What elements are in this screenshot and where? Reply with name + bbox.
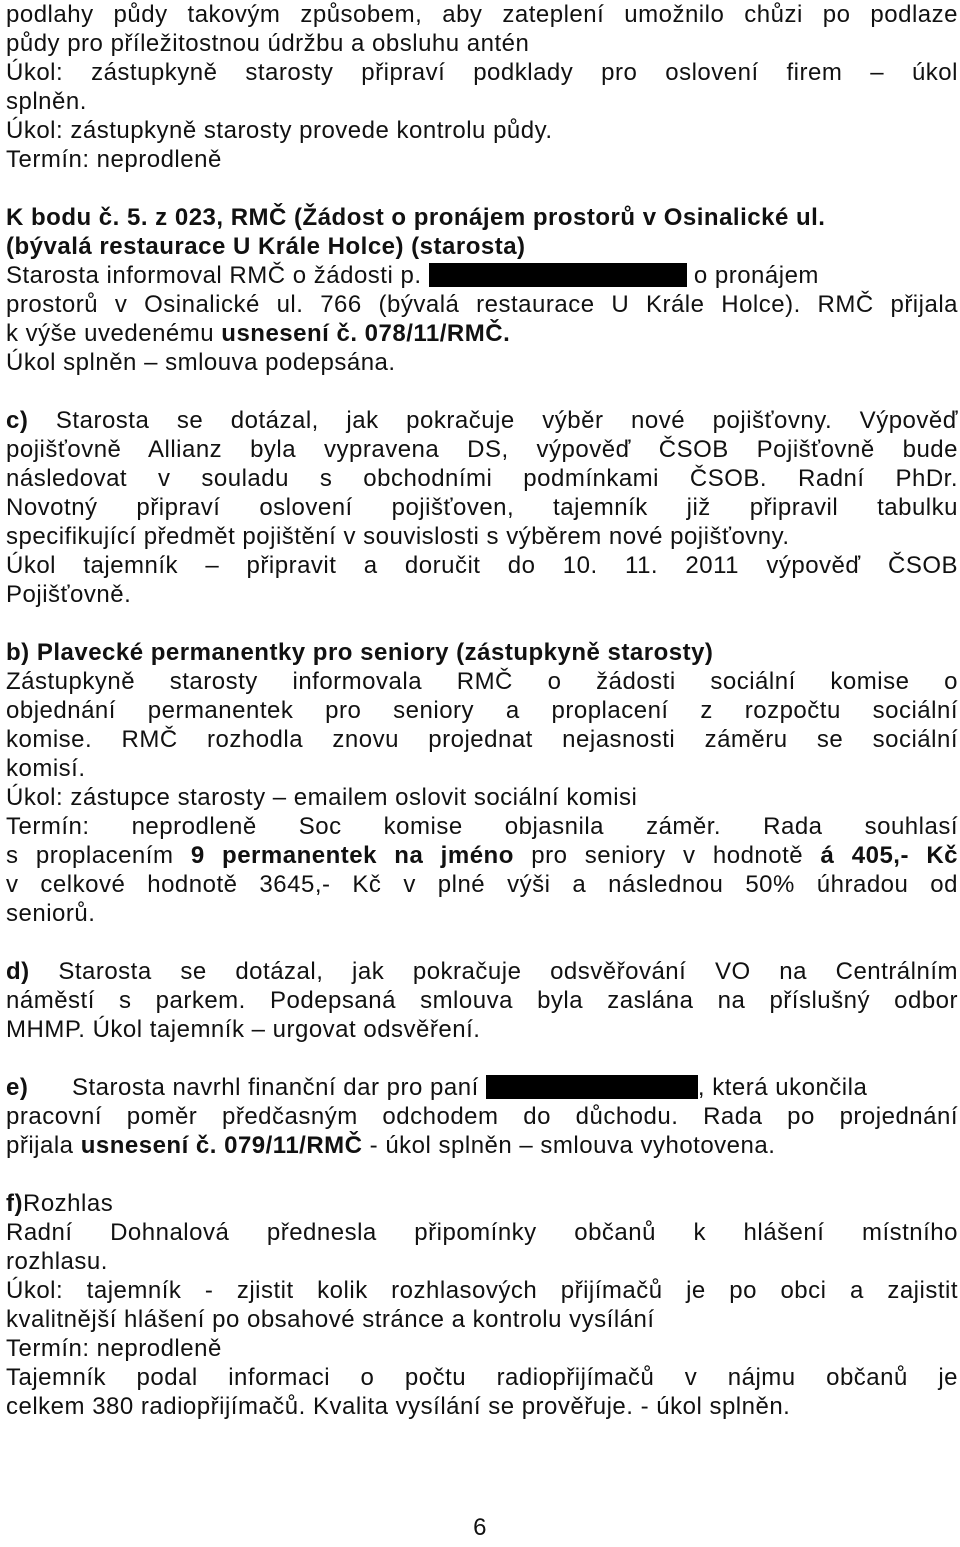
text-span: o pronájem: [693, 262, 819, 289]
text-line: [6, 406, 958, 435]
text-line: Novotný připraví oslovení pojišťoven, tajemník již připravil tabulku: [6, 494, 958, 521]
text-line: Pojišťovně.: [6, 581, 132, 608]
text-line: Zástupkyně starosty informovala RMČ o žádosti sociální komise o: [6, 668, 958, 695]
text-line: objednání permanentek pro seniory a proplacení z rozpočtu sociální: [6, 697, 958, 724]
text-line: Termín: neprodleně: [6, 146, 222, 173]
text-span: Starosta se dotázal, jak pokračuje odsvěřování VO na Centrálním: [58, 958, 958, 985]
price-value: á 405,- Kč: [820, 842, 958, 869]
section-heading: K bodu č. 5. z 023, RMČ (Žádost o pronájem prostorů v Osinalické ul.: [6, 204, 826, 231]
item-marker: d): [6, 958, 30, 985]
text-span: k výše uvedenému: [6, 320, 215, 347]
text-line: seniorů.: [6, 900, 96, 927]
text-span: přijala: [6, 1132, 74, 1159]
section-heading: (bývalá restaurace U Krále Holce) (starosta): [6, 233, 526, 260]
text-line: rozhlasu.: [6, 1248, 108, 1275]
text-line: komise. RMČ rozhodla znovu projednat nejasnosti záměru se sociální: [6, 726, 958, 753]
text-line: pojišťovně Allianz byla vypravena DS, výpověď ČSOB Pojišťovně bude: [6, 436, 958, 463]
text-line: Úkol splněn – smlouva podepsána.: [6, 349, 396, 376]
text-line: následovat v souladu s obchodními podmínkami ČSOB. Radní PhDr.: [6, 465, 958, 492]
text-line: [6, 261, 819, 290]
text-line: Tajemník podal informaci o počtu radiopřijímačů v nájmu občanů je: [6, 1364, 958, 1391]
text-line: Termín: neprodleně: [6, 1335, 222, 1362]
item-marker: c): [6, 407, 29, 434]
text-line: Úkol tajemník – připravit a doručit do 10. 11. 2011 výpověď ČSOB: [6, 552, 958, 579]
section-heading: b) Plavecké permanentky pro seniory (zástupkyně starosty): [6, 639, 714, 666]
text-span: , která ukončila: [697, 1074, 868, 1101]
text-line: splněn.: [6, 88, 87, 115]
text-line: komisí.: [6, 755, 86, 782]
text-line: Úkol: tajemník - zjistit kolik rozhlasových přijímačů je po obci a zajistit: [6, 1277, 958, 1304]
text-line: pracovní poměr předčasným odchodem do důchodu. Rada po projednání: [6, 1103, 958, 1130]
redacted-name: [486, 1075, 698, 1099]
text-line: kvalitnější hlášení po obsahové stránce a kontrolu vysílání: [6, 1306, 655, 1333]
text-line: MHMP. Úkol tajemník – urgovat odsvěření.: [6, 1016, 481, 1043]
text-line: náměstí s parkem. Podepsaná smlouva byla zaslána na příslušný odbor: [6, 987, 958, 1014]
page-number: 6: [473, 1514, 487, 1541]
text-line: Úkol: zástupkyně starosty provede kontrolu půdy.: [6, 117, 553, 144]
text-span: - úkol splněn – smlouva vyhotovena.: [369, 1132, 776, 1159]
item-marker: e): [6, 1074, 29, 1101]
text-line: [6, 1189, 113, 1218]
text-line: Termín: neprodleně Soc komise objasnila záměr. Rada souhlasí: [6, 813, 958, 840]
item-marker: f): [6, 1190, 23, 1217]
text-line: prostorů v Osinalické ul. 766 (bývalá restaurace U Krále Holce). RMČ přijala: [6, 291, 958, 318]
text-span: s proplacením: [6, 842, 174, 869]
text-span: Starosta se dotázal, jak pokračuje výběr nové pojišťovny. Výpověď: [55, 407, 958, 434]
text-line: [6, 319, 510, 348]
text-line: [6, 841, 958, 870]
text-line: Radní Dohnalová přednesla připomínky občanů k hlášení místního: [6, 1219, 958, 1246]
text-span: Starosta navrhl finanční dar pro paní: [72, 1074, 479, 1101]
text-line: v celkové hodnotě 3645,- Kč v plné výši a následnou 50% úhradou od: [6, 871, 958, 898]
text-span: Starosta informoval RMČ o žádosti p.: [6, 262, 422, 289]
text-line: [6, 1073, 867, 1102]
resolution-ref: usnesení č. 079/11/RMČ: [80, 1132, 363, 1159]
text-line: [6, 1131, 775, 1160]
text-line: Úkol: zástupce starosty – emailem oslovit sociální komisi: [6, 784, 638, 811]
text-line: [6, 957, 958, 986]
text-line: celkem 380 radiopřijímačů. Kvalita vysílání se prověřuje. - úkol splněn.: [6, 1393, 791, 1420]
text-line: půdy pro příležitostnou údržbu a obsluhu antén: [6, 30, 530, 57]
text-line: Úkol: zástupkyně starosty připraví podklady pro oslovení firem – úkol: [6, 59, 958, 86]
text-line: podlahy půdy takovým způsobem, aby zateplení umožnilo chůzi po podlaze: [6, 1, 958, 28]
redacted-name: [429, 263, 687, 287]
resolution-ref: usnesení č. 078/11/RMČ.: [221, 320, 511, 347]
text-span: pro seniory v hodnotě: [531, 842, 804, 869]
text-span: Rozhlas: [22, 1190, 114, 1217]
text-line: specifikující předmět pojištění v souvislosti s výběrem nové pojišťovny.: [6, 523, 790, 550]
text-span-bold: 9 permanentek na jméno: [190, 842, 514, 869]
